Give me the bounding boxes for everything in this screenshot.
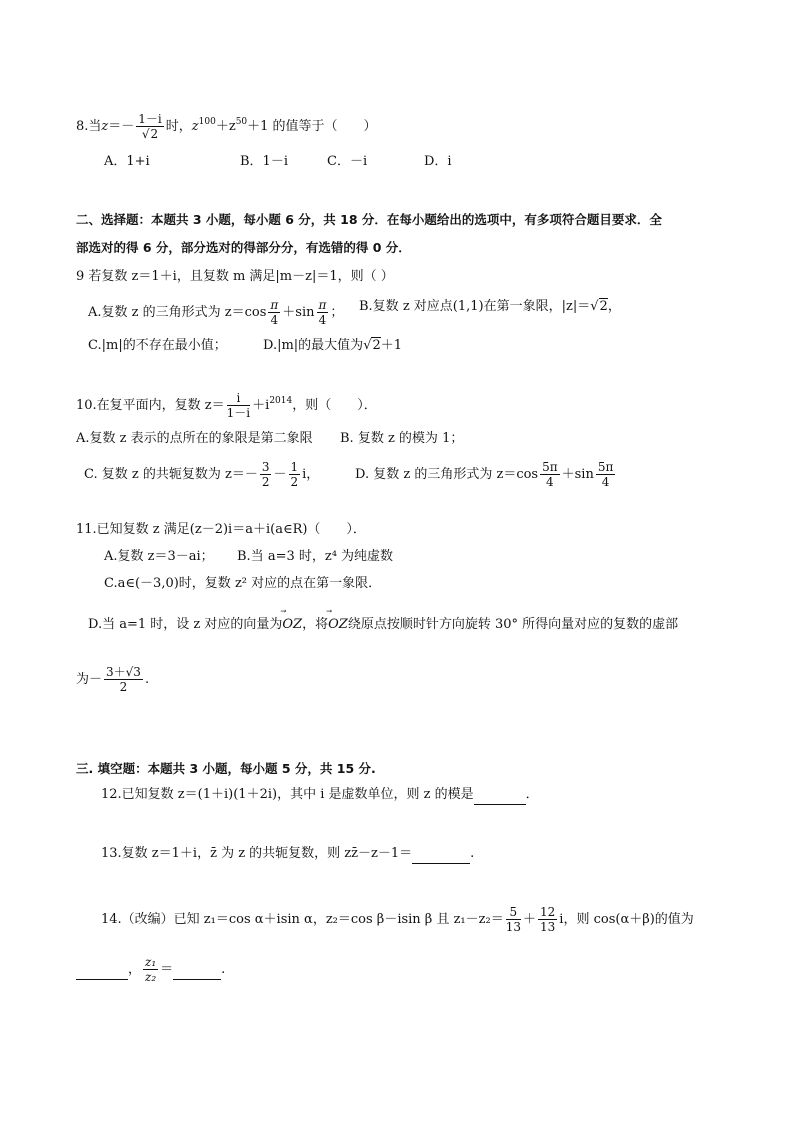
q9-option-c: C.|m|的不存在最小值； [88,338,227,353]
q11-option-d: D.当 a=1 时，设 z 对应的向量为⃗ OZ，将⃗ OZ绕原点按顺时针方向旋转 30° 所得向量对应的复数的虚部 [88,616,678,634]
q9-option-b: B.复数 z 对应点(1,1)在第一象限，|z|＝√2， [359,299,621,314]
section3-heading: 三. 填空题：本题共 3 小题，每小题 5 分，共 15 分. [76,761,376,776]
answer-blank[interactable] [412,845,470,864]
q10-option-c: C. 复数 z 的共轭复数为 z＝－ $\frac{3}{2}$ － $\frac{1}{2}$ i， [84,460,320,489]
section2-heading-line1: 二、选择题：本题共 3 小题，每小题 6 分，共 18 分．在每小题给出的选项中，有多项符合题目要求．全 [76,212,662,227]
q8-option-c: C．－i [327,154,368,169]
q10-option-a: A.复数 z 表示的点所在的象限是第二象限 [76,431,313,446]
q10-stem: 10.在复平面内，复数 z＝ $\frac{i}{1-i}$ $+i^{2014}$，则（ ）． [76,391,377,420]
section2-heading-line2: 部选对的得 6 分，部分选对的得部分分，有选错的得 0 分． [76,240,411,255]
q11-stem: 11.已知复数 z 满足(z－2)i＝a＋i(a∈R)（ ）． [76,522,366,537]
q9-option-a: A.复数 z 的三角形式为 z＝cos $\frac{\pi}{4}$ ＋sin $\frac{\pi}{4}$ ； [88,298,344,327]
q12-stem: 12.已知复数 z＝(1＋i)(1＋2i)，其中 i 是虚数单位，则 z 的模是 ． [101,786,539,805]
q11-option-c: C.a∈(－3,0)时，复数 z² 对应的点在第一象限． [104,576,382,591]
q9-option-d: D.|m|的最大值为√2＋1 [263,338,403,353]
q11-option-d-cont: 为－ $\frac{3+√3}{2}$ . [76,665,150,694]
q11-option-a: A.复数 z＝3－ai； [104,549,214,564]
q10-option-b: B. 复数 z 的模为 1； [340,431,464,446]
q14-answers: ， $\frac{\text{z₁}}{\text{z₂}}$ ＝ . [76,955,225,984]
q10-option-d: D. 复数 z 的三角形式为 z＝cos $\frac{5\pi}{4}$ ＋sin $\frac{5\pi}{4}$ [355,460,614,489]
vector-oz: ⃗ OZ [282,616,302,634]
q8-stem: 8.当z＝－ $\frac{1-i}{√2}$ 时，$z^{100}+z^{50}+1$ 的值等于（ ） [76,112,377,141]
answer-blank[interactable] [173,961,221,980]
q9-stem: 9 若复数 z＝1＋i，且复数 m 满足|m－z|＝1，则（ ） [76,269,394,284]
answer-blank[interactable] [76,961,128,980]
q11-option-b: B.当 a=3 时，z⁴ 为纯虚数 [237,549,394,564]
q8-option-a: A．1+i [104,154,150,169]
q8-option-b: B．1－i [240,154,288,169]
answer-blank[interactable] [474,786,526,805]
q8-fraction: $\frac{1-i}{√2}$ [138,112,162,141]
q8-option-d: D．i [424,154,452,169]
q13-stem: 13.复数 z＝1＋i，z̄ 为 z 的共轭复数，则 zz̄－z－1＝ . [101,845,474,864]
q14-stem: 14.（改编）已知 z₁＝cos α＋isin α，z₂＝cos β－isin β 且 z₁－z₂＝ $\frac{5}{13}$ ＋ $\frac{12}{13}$ i，则 cos(α＋β)的值为 [101,905,694,934]
vector-oz: ⃗ OZ [328,616,348,634]
